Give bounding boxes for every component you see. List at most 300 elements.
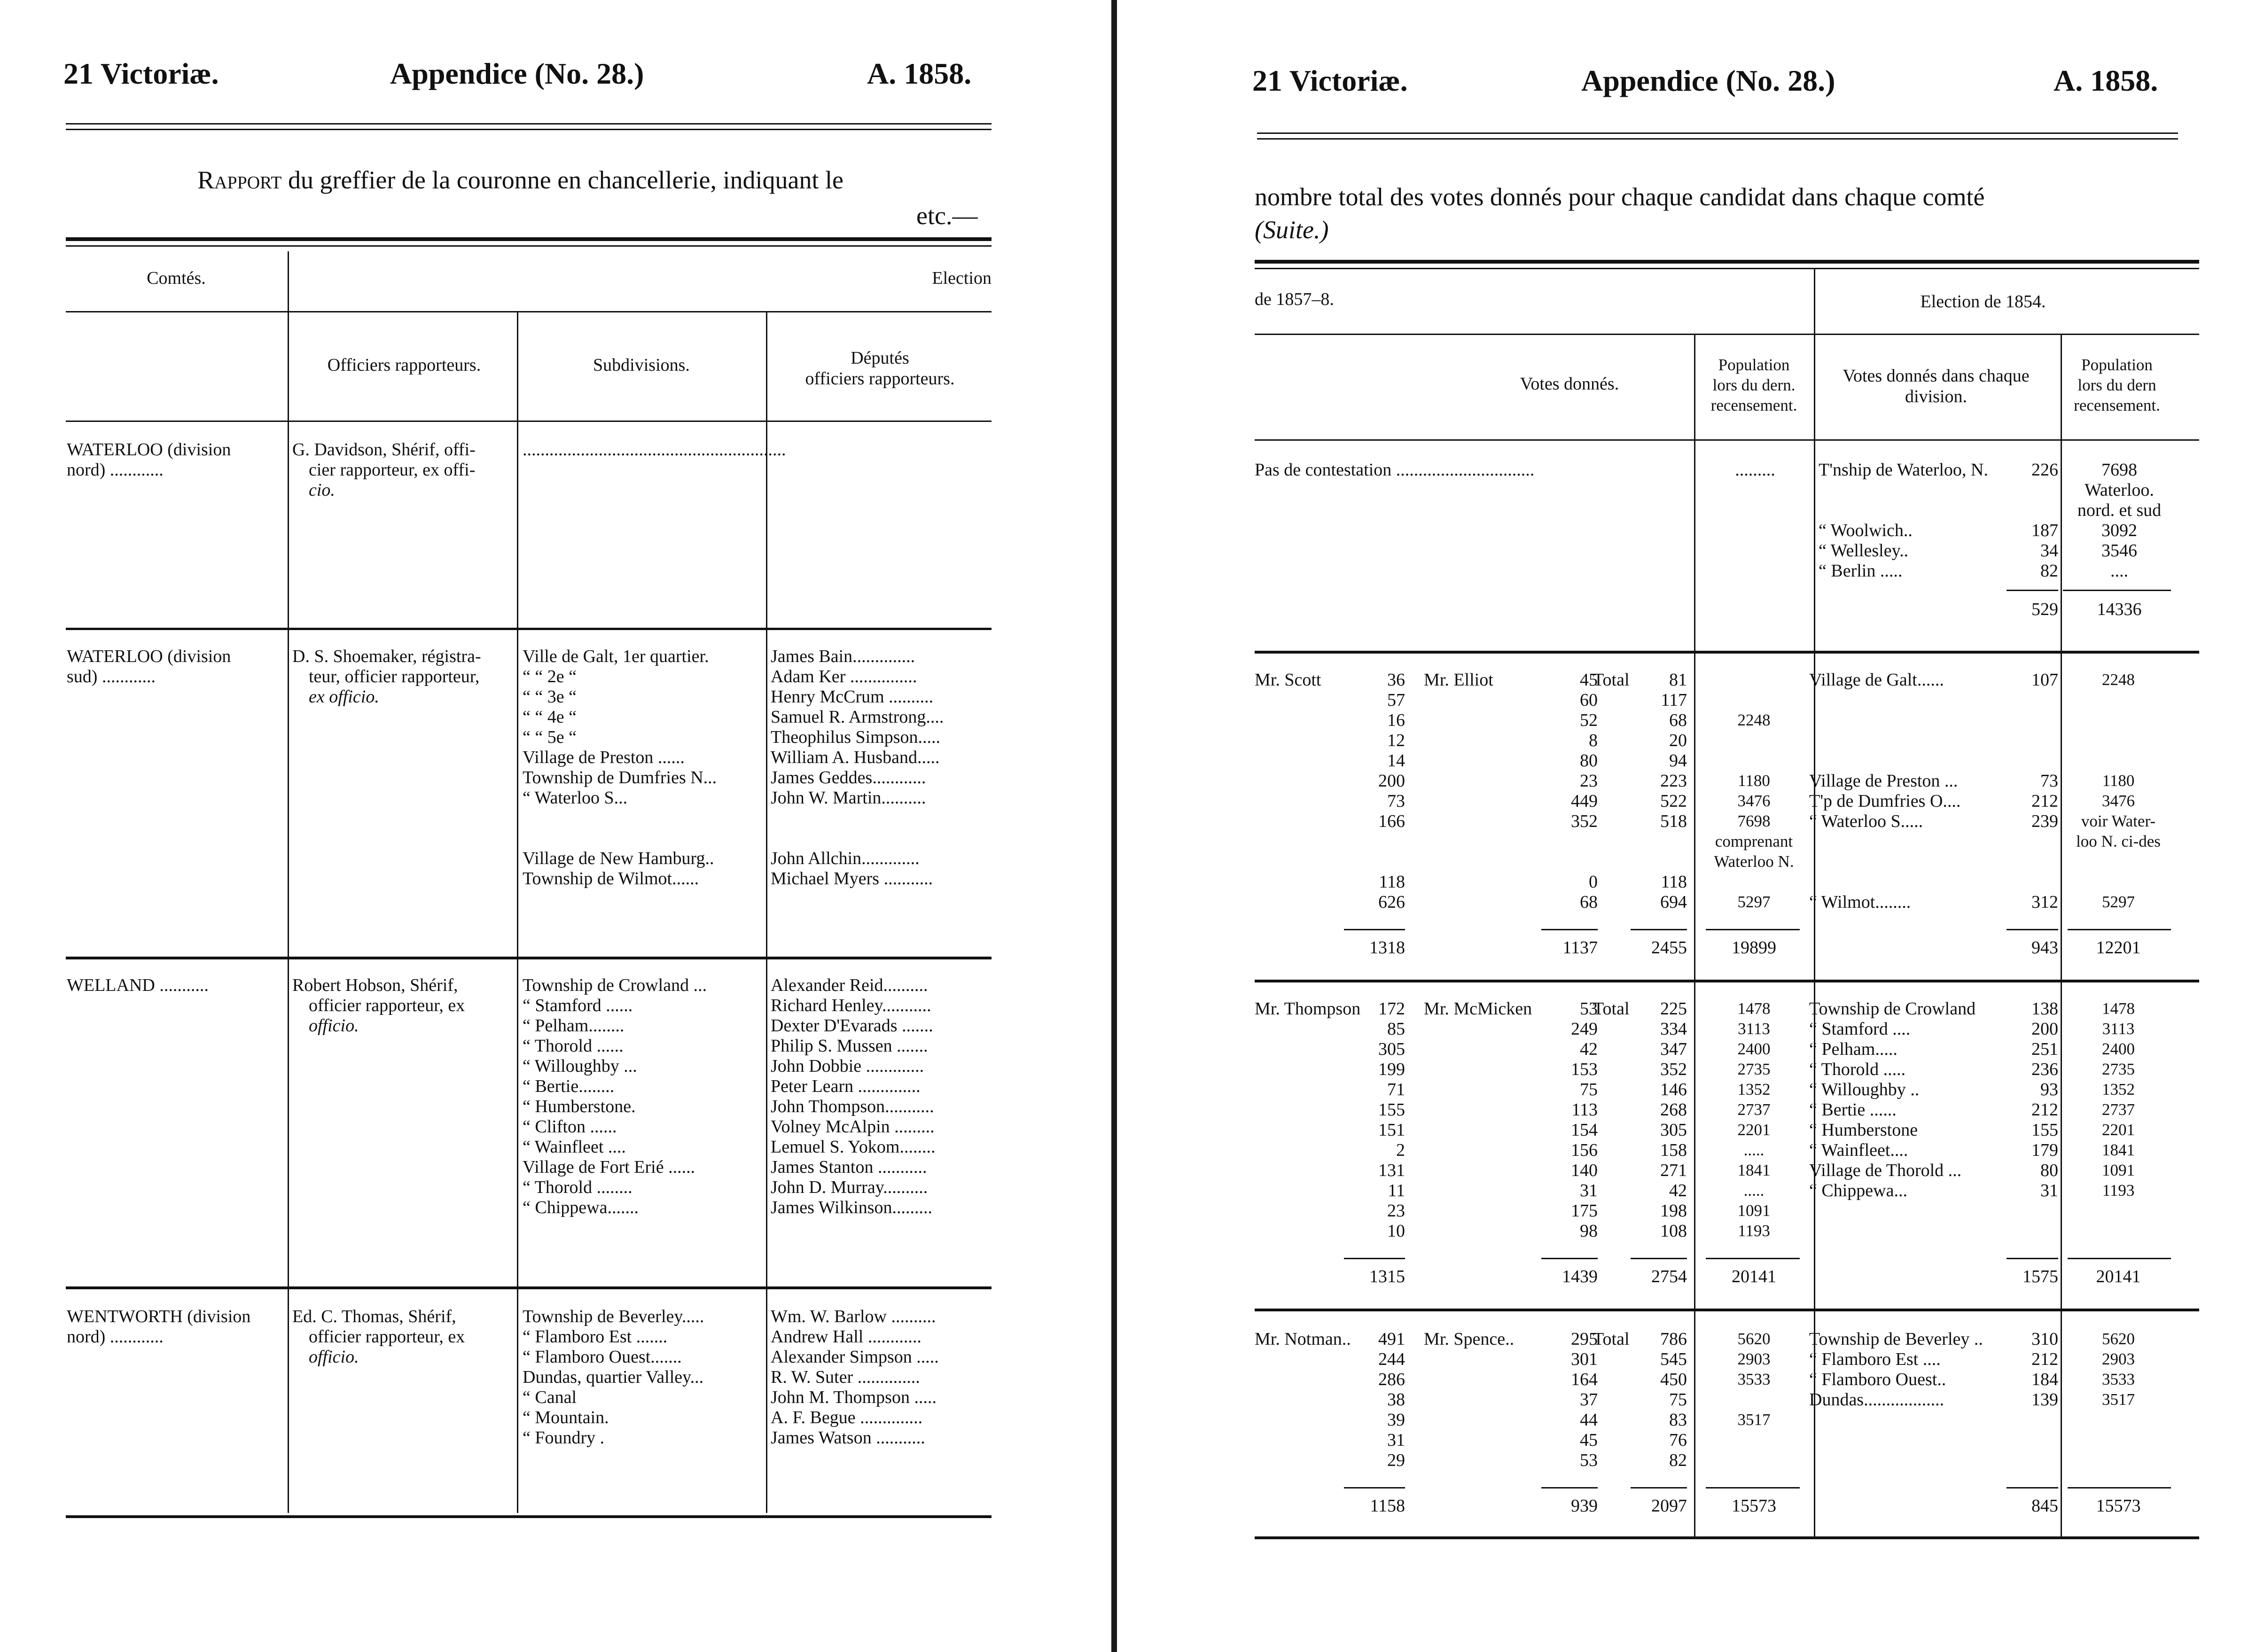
votes-candidate-2: 0: [1589, 872, 1598, 892]
votes-candidate-1: 36: [1387, 670, 1405, 690]
header-rule: [1257, 132, 2178, 134]
subdivision: Dundas, quartier Valley...: [523, 1367, 704, 1387]
depute: Theophilus Simpson.....: [771, 727, 941, 747]
population-1854: 7698: [2101, 460, 2137, 480]
depute: James Stanton ...........: [771, 1157, 927, 1177]
header-rule: [66, 129, 992, 130]
col-header-votes-div: Votes donnés dans chaque: [1843, 366, 2030, 386]
division-votes: 73: [2040, 771, 2058, 791]
votes-candidate-1: 12: [1387, 731, 1405, 750]
votes-candidate-1: 2: [1396, 1140, 1405, 1160]
col-header-1854: Election de 1854.: [1920, 292, 2046, 312]
division-name: “ Wellesley..: [1819, 541, 1909, 561]
depute: James Bain..............: [771, 647, 915, 666]
population-1854: 3533: [2102, 1370, 2135, 1388]
comte-name: sud) ............: [67, 667, 156, 686]
table-top-rule: [1255, 268, 2199, 269]
division-votes: 212: [2031, 1349, 2058, 1369]
division-votes: 251: [2031, 1039, 2058, 1059]
division-name: “ Woolwich..: [1819, 521, 1913, 540]
depute: Henry McCrum ..........: [771, 687, 934, 707]
votes-candidate-2: 44: [1580, 1410, 1598, 1430]
column-rule: [1694, 334, 1695, 1539]
col-header-election: Election: [932, 268, 992, 288]
division-votes: 200: [2031, 1019, 2058, 1039]
population-1854: 1841: [2102, 1141, 2135, 1159]
depute: James Watson ...........: [771, 1428, 925, 1448]
subdivision: “ Humberstone.: [523, 1097, 636, 1116]
sum-rule: [2007, 1258, 2058, 1259]
population: 2735: [1737, 1060, 1771, 1078]
officier-rapporteur: cio.: [309, 480, 335, 500]
sum-rule: [2007, 590, 2058, 591]
division-votes: 107: [2031, 670, 2058, 690]
candidate-1: Mr. Scott: [1255, 670, 1321, 690]
votes-candidate-2: 75: [1580, 1080, 1598, 1099]
population-1854: 5620: [2102, 1330, 2135, 1348]
dotted-leader: ...........................................................: [523, 440, 786, 460]
division-name: “ Wainfleet....: [1809, 1140, 1908, 1160]
votes-candidate-2: 164: [1571, 1370, 1598, 1389]
votes-candidate-1: 23: [1387, 1201, 1405, 1221]
sum-rule: [1344, 1487, 1405, 1488]
header-rule: [1257, 138, 2178, 140]
population: 2400: [1737, 1040, 1771, 1058]
votes-candidate-2: 45: [1580, 670, 1598, 690]
population: 3113: [1738, 1020, 1770, 1038]
population-1854: 1193: [2102, 1181, 2135, 1200]
depute: R. W. Suter ..............: [771, 1367, 920, 1387]
total-candidate-2: 939: [1571, 1496, 1598, 1516]
votes-total: 225: [1660, 999, 1687, 1019]
header-rule: [66, 123, 992, 125]
votes-candidate-2: 154: [1571, 1120, 1598, 1140]
intro-etc: etc.—: [916, 202, 978, 230]
population: .....: [1743, 1141, 1765, 1159]
col-header-pop: recensement.: [1710, 396, 1797, 414]
votes-candidate-2: 449: [1571, 791, 1598, 811]
sum-rule: [2068, 929, 2171, 930]
total-candidate-1: 1315: [1369, 1267, 1405, 1286]
votes-candidate-2: 153: [1571, 1060, 1598, 1079]
votes-total: 146: [1660, 1080, 1687, 1099]
votes-total: 268: [1660, 1100, 1687, 1120]
votes-candidate-2: 68: [1580, 892, 1598, 912]
population: 2737: [1737, 1100, 1771, 1119]
sum-rule: [1541, 1487, 1598, 1488]
division-name: “ Wilmot........: [1809, 892, 1911, 912]
population-1854-total: 12201: [2096, 938, 2141, 958]
population: comprenant: [1715, 832, 1793, 850]
depute: Philip S. Mussen .......: [771, 1036, 928, 1056]
division-total: 845: [2031, 1496, 2058, 1516]
sum-rule: [2068, 1487, 2171, 1488]
intro-suite: (Suite.): [1255, 216, 1329, 244]
col-header-pop: lors du dern.: [1712, 376, 1796, 394]
population-1854: 3113: [2102, 1020, 2135, 1038]
division-name: “ Waterloo S.....: [1809, 811, 1923, 831]
subdivision: “ Thorold ........: [523, 1177, 632, 1197]
votes-total: 786: [1660, 1329, 1687, 1349]
col-header-votes-div: division.: [1905, 387, 1967, 406]
total-candidate-2: 1137: [1562, 938, 1598, 958]
population-1854: 1352: [2102, 1080, 2135, 1099]
votes-candidate-2: 45: [1580, 1430, 1598, 1450]
section-rule: [66, 1286, 992, 1289]
votes-candidate-2: 175: [1571, 1201, 1598, 1221]
header-rule: [1255, 334, 2199, 335]
officier-rapporteur: teur, officier rapporteur,: [309, 667, 480, 686]
officier-rapporteur: officio.: [309, 1016, 359, 1036]
division-votes: 179: [2031, 1140, 2058, 1160]
subdivision: Village de New Hamburg..: [523, 849, 714, 868]
depute: John W. Martin..........: [771, 788, 926, 808]
table-bottom-rule: [1255, 1536, 2199, 1539]
sum-rule: [1706, 1487, 1800, 1488]
population-1854: voir Water-: [2081, 812, 2156, 830]
population: 5297: [1737, 893, 1771, 911]
depute: John Allchin.............: [771, 849, 920, 868]
subdivision: “ Bertie........: [523, 1076, 615, 1096]
officier-rapporteur: G. Davidson, Shérif, offi-: [292, 440, 476, 460]
population-total: 14336: [2097, 600, 2142, 619]
population: 3517: [1737, 1410, 1771, 1429]
division-name: “ Pelham.....: [1809, 1039, 1897, 1059]
division-votes: 31: [2040, 1181, 2058, 1200]
votes-candidate-1: 57: [1387, 690, 1405, 710]
population: 1091: [1737, 1201, 1771, 1220]
subdivision: “ Flamboro Ouest.......: [523, 1347, 682, 1367]
votes-candidate-1: 166: [1378, 811, 1405, 831]
section-rule: [1255, 1309, 2199, 1311]
division-name: Dundas..................: [1809, 1390, 1944, 1410]
votes-total: 545: [1660, 1349, 1687, 1369]
depute: James Wilkinson.........: [771, 1198, 932, 1217]
population-1854: 3546: [2101, 541, 2137, 561]
votes-total: 118: [1661, 872, 1687, 892]
depute: Alexander Reid..........: [771, 975, 928, 995]
votes-candidate-1: 200: [1378, 771, 1405, 791]
comte-name: WENTWORTH (division: [67, 1307, 251, 1326]
votes-candidate-2: 37: [1580, 1390, 1598, 1410]
votes-candidate-1: 29: [1387, 1450, 1405, 1470]
pas-de-contestation: Pas de contestation ...............................: [1255, 460, 1535, 480]
total-candidate-2: 1439: [1562, 1267, 1598, 1286]
division-votes: 312: [2031, 892, 2058, 912]
intro-text: du greffier de la couronne en chancellerie, indiquant le: [288, 166, 843, 194]
population-total: 15573: [1732, 1496, 1776, 1516]
subdivision: “ Mountain.: [523, 1408, 609, 1427]
votes-candidate-1: 151: [1378, 1120, 1405, 1140]
population-1854: loo N. ci-des: [2076, 832, 2161, 850]
left-page: [0, 0, 1114, 1652]
subdivision: Village de Fort Erié ......: [523, 1157, 695, 1177]
population: .....: [1743, 1181, 1765, 1200]
division-votes: 239: [2031, 811, 2058, 831]
sum-rule: [1541, 1258, 1598, 1259]
subdivision: “ Thorold ......: [523, 1036, 624, 1056]
header-appendix: Appendice (No. 28.): [390, 57, 644, 90]
population-1854: 1478: [2102, 999, 2135, 1018]
votes-candidate-2: 53: [1580, 1450, 1598, 1470]
subdivision: “ “ 2e “: [523, 667, 577, 686]
votes-candidate-1: 305: [1378, 1039, 1405, 1059]
division-name: “ Chippewa...: [1809, 1181, 1907, 1200]
header-year: A. 1858.: [867, 57, 972, 90]
intro-smallcaps: Rapport: [197, 166, 282, 194]
comte-name: nord) ............: [67, 1327, 164, 1347]
header-year: A. 1858.: [2054, 64, 2158, 97]
population: .........: [1735, 460, 1775, 480]
division-name: Township de Crowland: [1809, 999, 1976, 1019]
votes-candidate-1: 10: [1387, 1221, 1405, 1241]
division-name: “ Humberstone: [1809, 1120, 1918, 1140]
depute: John M. Thompson .....: [771, 1387, 937, 1407]
table-top-rule: [66, 245, 992, 247]
division-votes: 34: [2040, 541, 2058, 561]
depute: A. F. Begue ..............: [771, 1408, 923, 1427]
col-header-comtes: Comtés.: [147, 268, 206, 288]
depute: John D. Murray..........: [771, 1177, 928, 1197]
subdivision: Ville de Galt, 1er quartier.: [523, 647, 709, 666]
population-1854: 2248: [2102, 670, 2135, 689]
population: 1478: [1737, 999, 1771, 1018]
sum-rule: [1541, 929, 1598, 930]
votes-total: 305: [1660, 1120, 1687, 1140]
comte-name: WATERLOO (division: [67, 647, 231, 666]
depute: William A. Husband.....: [771, 748, 940, 767]
votes-candidate-1: 131: [1378, 1161, 1405, 1180]
division-name: “ Bertie ......: [1809, 1100, 1897, 1120]
col-header-pop2: lors du dern: [2077, 376, 2156, 394]
votes-candidate-2: 295: [1571, 1329, 1598, 1349]
division-votes: 187: [2031, 521, 2058, 540]
depute: Peter Learn ..............: [771, 1076, 921, 1096]
grand-total: 2754: [1651, 1267, 1687, 1286]
votes-candidate-1: 14: [1387, 751, 1405, 771]
votes-total: 450: [1660, 1370, 1687, 1389]
depute: Dexter D'Evarads .......: [771, 1016, 933, 1036]
population-1854: 3092: [2101, 521, 2137, 540]
sum-rule: [1631, 1487, 1687, 1488]
population: 1180: [1738, 771, 1770, 790]
depute: Michael Myers ...........: [771, 869, 933, 888]
subdivision: “ Flamboro Est .......: [523, 1327, 668, 1347]
population: 5620: [1737, 1330, 1771, 1348]
table-top-rule: [66, 237, 992, 241]
candidate-1: Mr. Thompson: [1255, 999, 1361, 1019]
subdivision: “ “ 5e “: [523, 727, 577, 747]
population-1854: 3517: [2102, 1390, 2135, 1409]
population-total: 19899: [1732, 938, 1776, 958]
population: Waterloo N.: [1714, 852, 1794, 871]
votes-total: 108: [1660, 1221, 1687, 1241]
col-header-pop2: Population: [2081, 356, 2153, 374]
population: 1352: [1737, 1080, 1771, 1099]
population-1854-total: 20141: [2096, 1267, 2141, 1286]
votes-total: 81: [1669, 670, 1687, 690]
comte-name: nord) ............: [67, 460, 164, 480]
votes-total: 83: [1669, 1410, 1687, 1430]
header-appendix: Appendice (No. 28.): [1581, 64, 1835, 97]
header-rule: [1255, 439, 2199, 441]
division-name: Village de Galt......: [1809, 670, 1944, 690]
sum-rule: [2068, 1258, 2171, 1259]
depute: Adam Ker ...............: [771, 667, 917, 686]
division-votes: 226: [2031, 460, 2058, 480]
header-volume: 21 Victoriæ.: [1252, 64, 1408, 97]
officier-rapporteur: cier rapporteur, ex offi-: [309, 460, 476, 480]
depute: Samuel R. Armstrong....: [771, 707, 944, 727]
grand-total: 2097: [1651, 1496, 1687, 1516]
subdivision: Village de Preston ......: [523, 748, 685, 767]
population-1854: 1091: [2102, 1161, 2135, 1179]
division-name: Village de Preston ...: [1809, 771, 1958, 791]
votes-total: 198: [1660, 1201, 1687, 1221]
division-votes: 155: [2031, 1120, 2058, 1140]
population: 2248: [1737, 711, 1771, 729]
votes-total: 158: [1660, 1140, 1687, 1160]
division-name: “ Flamboro Est ....: [1809, 1349, 1941, 1369]
votes-total: 223: [1660, 771, 1687, 791]
division-votes: 80: [2040, 1161, 2058, 1180]
population-1854: nord. et sud: [2077, 500, 2162, 520]
votes-candidate-1: 16: [1387, 710, 1405, 730]
sum-rule: [1706, 1258, 1800, 1259]
votes-candidate-1: 199: [1378, 1060, 1405, 1079]
sum-rule: [1631, 1258, 1687, 1259]
officier-rapporteur: D. S. Shoemaker, régistra-: [292, 647, 481, 666]
subdivision: “ Pelham........: [523, 1016, 625, 1036]
population: 3476: [1737, 792, 1771, 810]
votes-total: 75: [1669, 1390, 1687, 1410]
officier-rapporteur: Robert Hobson, Shérif,: [292, 975, 458, 995]
col-header-votes: Votes donnés.: [1520, 374, 1619, 394]
votes-candidate-1: 39: [1387, 1410, 1405, 1430]
subdivision: Township de Dumfries N...: [523, 768, 717, 787]
column-rule: [288, 251, 289, 1513]
votes-candidate-1: 31: [1387, 1430, 1405, 1450]
subdivision: “ Canal: [523, 1387, 577, 1407]
subdivision: “ Clifton ......: [523, 1117, 617, 1137]
votes-candidate-1: 626: [1378, 892, 1405, 912]
division-name: T'p de Dumfries O....: [1809, 791, 1961, 811]
population-1854: 5297: [2102, 893, 2135, 911]
division-votes: 212: [2031, 791, 2058, 811]
votes-total: 334: [1660, 1019, 1687, 1039]
votes-candidate-2: 352: [1571, 811, 1598, 831]
depute: John Thompson...........: [771, 1097, 934, 1116]
officier-rapporteur: officier rapporteur, ex: [309, 996, 465, 1015]
col-header-subdivisions: Subdivisions.: [593, 355, 690, 375]
depute: Volney McAlpin .........: [771, 1117, 935, 1137]
votes-candidate-2: 42: [1580, 1039, 1598, 1059]
sum-rule: [1344, 929, 1405, 930]
subdivision: “ “ 3e “: [523, 687, 577, 707]
table-top-rule: [1255, 260, 2199, 264]
votes-total: 82: [1669, 1450, 1687, 1470]
population: 1193: [1738, 1222, 1770, 1240]
population-1854: 2737: [2102, 1100, 2135, 1119]
population-1854: 2903: [2102, 1350, 2135, 1368]
division-name: T'nship de Waterloo, N.: [1819, 460, 1988, 480]
votes-total: 68: [1669, 710, 1687, 730]
votes-candidate-1: 11: [1388, 1181, 1405, 1200]
votes-candidate-1: 38: [1387, 1390, 1405, 1410]
sum-rule: [1344, 1258, 1405, 1259]
division-name: “ Stamford ....: [1809, 1019, 1911, 1039]
col-header-deputes: Députés: [851, 348, 909, 368]
division-votes: 138: [2031, 999, 2058, 1019]
sum-rule: [2063, 590, 2171, 591]
candidate-1: Mr. Notman..: [1255, 1329, 1351, 1349]
subdivision: “ “ 4e “: [523, 707, 577, 727]
division-votes: 212: [2031, 1100, 2058, 1120]
depute: Andrew Hall ............: [771, 1327, 921, 1347]
col-header-1857: de 1857–8.: [1255, 289, 1334, 309]
sum-rule: [1706, 929, 1800, 930]
subdivision: “ Waterloo S...: [523, 788, 628, 808]
division-votes: 184: [2031, 1370, 2058, 1389]
population-1854-total: 15573: [2096, 1496, 2141, 1516]
sum-rule: [2007, 1487, 2058, 1488]
votes-candidate-2: 23: [1580, 771, 1598, 791]
total-label: Total: [1593, 1329, 1630, 1349]
sum-rule: [2007, 929, 2058, 930]
header-rule: [66, 421, 992, 422]
votes-candidate-1: 71: [1387, 1080, 1405, 1099]
votes-total: 117: [1661, 690, 1687, 710]
votes-candidate-2: 80: [1580, 751, 1598, 771]
officier-rapporteur: ex officio.: [309, 687, 379, 707]
header-rule: [66, 311, 992, 312]
votes-candidate-2: 52: [1580, 710, 1598, 730]
division-votes: 236: [2031, 1060, 2058, 1079]
population-total: 20141: [1732, 1267, 1776, 1286]
sum-rule: [1631, 929, 1687, 930]
votes-candidate-2: 31: [1580, 1181, 1598, 1200]
header-volume: 21 Victoriæ.: [63, 57, 219, 90]
col-header-officiers: Officiers rapporteurs.: [327, 355, 481, 375]
votes-candidate-1: 155: [1378, 1100, 1405, 1120]
depute: Wm. W. Barlow ..........: [771, 1307, 936, 1326]
grand-total: 2455: [1651, 938, 1687, 958]
total-label: Total: [1593, 999, 1630, 1019]
col-header-pop2: recensement.: [2074, 396, 2160, 414]
division-name: “ Willoughby ..: [1809, 1080, 1920, 1099]
votes-total: 347: [1660, 1039, 1687, 1059]
candidate-2: Mr. Elliot: [1424, 670, 1493, 690]
subdivision: “ Wainfleet ....: [523, 1137, 626, 1157]
votes-total: 94: [1669, 751, 1687, 771]
population: 2903: [1737, 1350, 1771, 1368]
section-rule: [1255, 651, 2199, 654]
officier-rapporteur: Ed. C. Thomas, Shérif,: [292, 1307, 456, 1326]
candidate-2: Mr. McMicken: [1424, 999, 1532, 1019]
total-candidate-1: 1318: [1369, 938, 1405, 958]
population-1854: Waterloo.: [2085, 480, 2154, 500]
division-name: “ Flamboro Ouest..: [1809, 1370, 1946, 1389]
population-1854: 1180: [2102, 771, 2135, 790]
total-candidate-1: 1158: [1370, 1496, 1405, 1516]
depute: Richard Henley...........: [771, 996, 931, 1015]
division-name: “ Thorold .....: [1809, 1060, 1906, 1079]
votes-candidate-2: 8: [1589, 731, 1598, 750]
votes-candidate-1: 172: [1378, 999, 1405, 1019]
officier-rapporteur: officier rapporteur, ex: [309, 1327, 465, 1347]
depute: John Dobbie .............: [771, 1056, 924, 1076]
population-1854: 2201: [2102, 1121, 2135, 1139]
